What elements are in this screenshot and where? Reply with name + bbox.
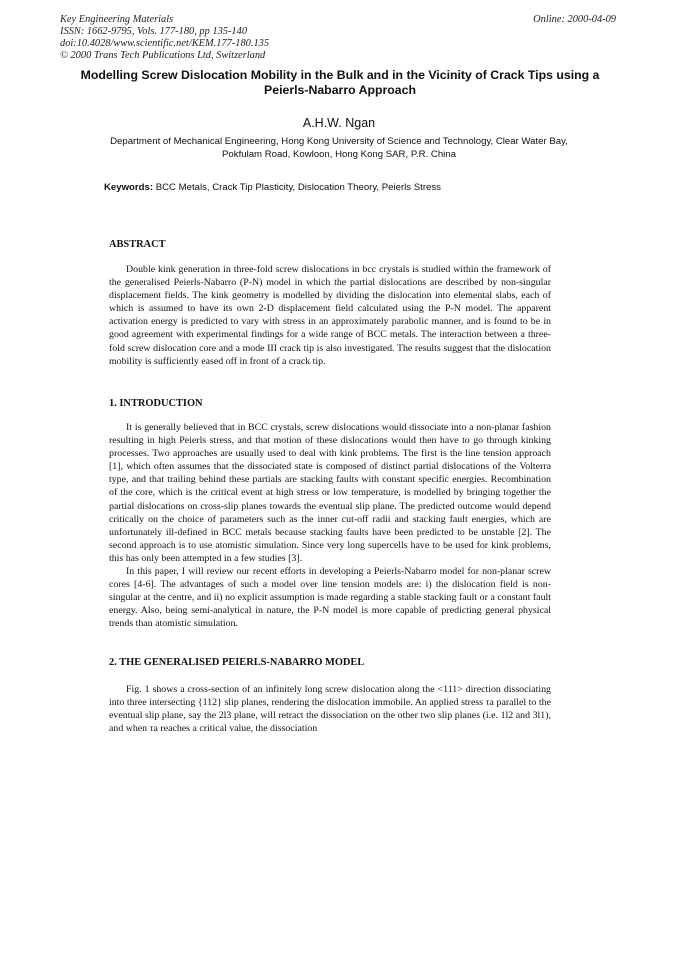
keywords-label: Keywords: [104,182,154,193]
paper-title: Modelling Screw Dislocation Mobility in the Bulk and in the Vicinity of Crack Tips using a Peierls-Nabarro Approach [80,68,600,97]
abstract-paragraph: Double kink generation in three-fold screw dislocations in bcc crystals is studied within the framework of the generalised Peierls-Nabarro (P-N) model in which the partial dislocations are described by non-singular displacement fields. The kink geometry is modelled by dividing the dislocation into elemental slabs, each of which is assumed to have its own 2-D displacement field calculated using the P-N model. The apparent activation energy is predicted to vary with stress in an approximately parabolic manner, and is found to be in good agreement with experimental findings for a wide range of BCC metals. The interaction between a three-fold screw dislocation core and a mode III crack tip is also investigated. The results suggest that the dislocation mobility is sufficiently eased off in front of a crack tip. [109,264,551,367]
abstract-body [109,263,551,368]
section-1-paragraph-1: It is generally believed that in BCC crystals, screw dislocations would dissociate into a non-planar fashion resulting in high Peierls stress, and that motion of these dislocations would then have to go through kinking processes. Two approaches are usually used to deal with kink problems. The first is the line tension approach [1], which often assumes that the dissociated state is composed of distinct partial dislocations of the Volterra type, and that trailing behind these partials are stacking faults with constant specific energies. Recombination of the core, which is the critical event at high stress or low temperature, is modelled by bringing together the partial dislocations on cross-slip planes towards the eventual slip plane. The predicted outcome would depend critically on the choice of parameters such as the inner cut-off radii and stacking fault energies, which are unfortunately ill-defined in BCC metals because stacking faults have been predicted to be unstable [2]. The second approach is to use atomistic simulation. Since very long supercells have to be used for kink problems, this has only been attempted in a few studies [3]. [109,422,551,564]
keywords-text: BCC Metals, Crack Tip Plasticity, Dislocation Theory, Peierls Stress [153,182,441,193]
section-2-heading: 2. THE GENERALISED PEIERLS-NABARRO MODEL [109,657,365,668]
online-date: Online: 2000-04-09 [533,14,616,25]
author: A.H.W. Ngan [302,116,376,130]
journal-name: Key Engineering Materials [60,14,174,25]
section-1-body [109,421,551,631]
keywords [104,182,441,193]
affiliation: Department of Mechanical Engineering, Hong Kong University of Science and Technology, Clear Water Bay, Pokfulam Road, Kowloon, Hong Kong SAR, P.R. China [110,136,568,160]
section-1-paragraph-2: In this paper, I will review our recent efforts in developing a Peierls-Nabarro model for non-planar screw cores [4-6]. The advantages of such a model over line tension models are: i) the dislocation field is non-singular at the centre, and ii) no explicit assumption is made regarding a stable stacking fault or a constant fault energy. Also, being semi-analytical in nature, the P-N model is more capable of predicting general physical trends than atomistic simulation. [109,566,551,630]
section-1-heading: 1. INTRODUCTION [109,398,203,409]
abstract-heading: ABSTRACT [109,239,166,250]
journal-copyright: © 2000 Trans Tech Publications Ltd, Switzerland [60,50,266,61]
journal-issn: ISSN: 1662-9795, Vols. 177-180, pp 135-140 [60,26,248,37]
journal-info [60,14,269,62]
section-2-body [109,683,551,735]
section-2-paragraph-1: Fig. 1 shows a cross-section of an infinitely long screw dislocation along the <111> direction dissociating into three intersecting {112} slip planes, rendering the dislocation immobile. An applied stress τa parallel to the eventual slip plane, say the 2l3 plane, will retract the dissociation on the other two slip planes (i.e. 1l2 and 3l1), and when τa reaches a critical value, the dissociation [109,684,551,735]
journal-doi: doi:10.4028/www.scientific.net/KEM.177-180.135 [60,38,270,49]
